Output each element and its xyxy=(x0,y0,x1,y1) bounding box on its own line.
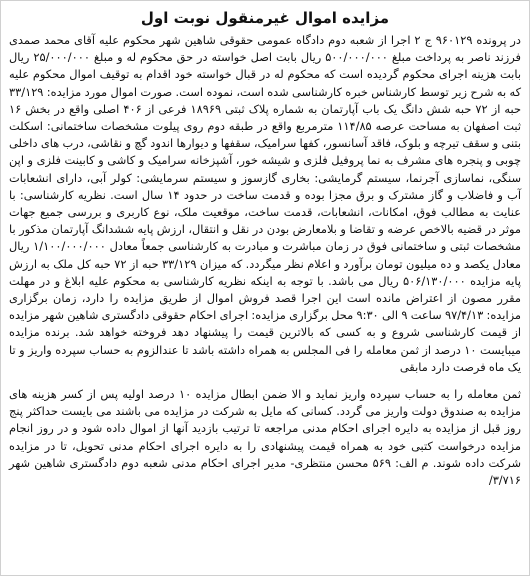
notice-body-paragraph-1: در پرونده ۹۶۰۱۲۹ ج ۲ اجرا از شعبه دوم دادگاه عمومی حقوقی شاهین شهر محکوم علیه آقای محمد صمدی فرزند ناصر به پرداخت مبلغ ۵۰۰/۰۰۰/۰۰۰ ریال بابت اصل خواسته در حق محکوم له و مبلغ ۲۵/۰۰۰/۰۰۰ ریال بابت هزینه اجرای محکوم گردیده است که محکوم له در قبال خواسته خود اقدام به توقیف اموال محکوم علیه که به شرح زیر توسط کارشناس خبره کارشناسی شده است، نموده است. صورت اموال مورد مزایده: ۳۳/۱۲۹ حبه از ۷۲ حبه شش دانگ یک باب آپارتمان به شماره پلاک ثبتی ۱۸۹۶۹ فرعی از ۴۰۶ اصلی واقع در بخش ۱۶ ثبت اصفهان به مساحت عرصه ۱۱۴/۸۵ مترمربع واقع در طبقه دوم روی پیلوت مشخصات ساختمانی: اسکلت بتنی و سقف تیرچه و بلوک، فاقد آسانسور، کفها سرامیک، سقفها و دیوارها اندود گچ و نقاشی، درب های داخلی چوبی و پنجره های مشرف به نما پروفیل فلزی و شیشه خور، آشپزخانه سرامیک و کاشی و کابینت فلزی و اپن سنگی، نماسازی آجرنما، سیستم گرمایشی: بخاری گازسوز و سیستم سرمایشی: کولر آبی، دارای انشعابات آب و فاضلاب و گاز مشترک و برق مجزا بوده و قدمت ساخت در حدود ۱۴ سال است. نظریه کارشناسی: با عنایت به مطالب فوق، امکانات، انشعابات، قدمت ساخت، موقعیت ملک، نوع کاربری و بررسی جمیع جهات موثر در قضیه بالاخص عرضه و تقاضا و بلامعارض بودن در نقل و انتقال، ارزش پایه ششدانگ آپارتمان مذکور با مشخصات ثبتی و ساختمانی فوق در زمان مباشرت و مبادرت به کارشناسی جمعاً معادل ۱/۱۰۰/۰۰۰/۰۰۰ ریال معادل یکصد و ده میلیون تومان برآورد و اعلام نظر میگردد. که میزان ۳۳/۱۲۹ حبه از ۷۲ حبه کل ملک به ارزش پایه مزایده ۵۰۶/۱۳۰/۰۰۰ ریال می باشد. با توجه به اینکه نظریه کارشناسی به محکوم علیه ابلاغ و در مهلت مقرر مصون از اعتراض مانده است این اجرا قصد فروش اموال از طریق مزایده را دارد، زمان برگزاری مزایده: ۹۷/۴/۱۳ ساعت ۹ الی ۹:۳۰ محل برگزاری مزایده: اجرای احکام حقوقی دادگستری شاهین شهر مزایده از قیمت کارشناسی شروع و به کسی که بالاترین قیمت را پیشنهاد دهد فروخته خواهد شد. برنده مزایده میبایست ۱۰ درصد از ثمن معامله را فی المجلس به همراه داشته باشد تا عندالزوم به حساب سپرده واریز و تا یک ماه فرصت دارد مابقی xyxy=(9,33,521,374)
notice-title: مزایده اموال غیرمنقول نوبت اول xyxy=(140,9,390,27)
paragraph-gap xyxy=(9,376,521,386)
notice-body-paragraph-2: ثمن معامله را به حساب سپرده واریز نماید و الا ضمن ابطال مزایده ۱۰ درصد اولیه پس از کسر هزینه های مزایده به صندوق دولت واریز می گردد. کسانی که مایل به شرکت در مزایده می باشند می بایست حداکثر پنج روز قبل از مزایده به دایره اجرای احکام مدنی مراجعه تا ترتیب بازدید آنها از اموال داده شود و در روز انجام مزایده درخواست کتبی خود به همراه قیمت پیشنهادی را به دایره اجرای احکام مدنی تحویل، تا در مزایده شرکت داده شوند. م الف: ۵۶۹ محسن منتظری- مدیر اجرای احکام مدنی شعبه دوم دادگستری شاهین شهر ۳/۷۱۶/ xyxy=(9,387,521,488)
